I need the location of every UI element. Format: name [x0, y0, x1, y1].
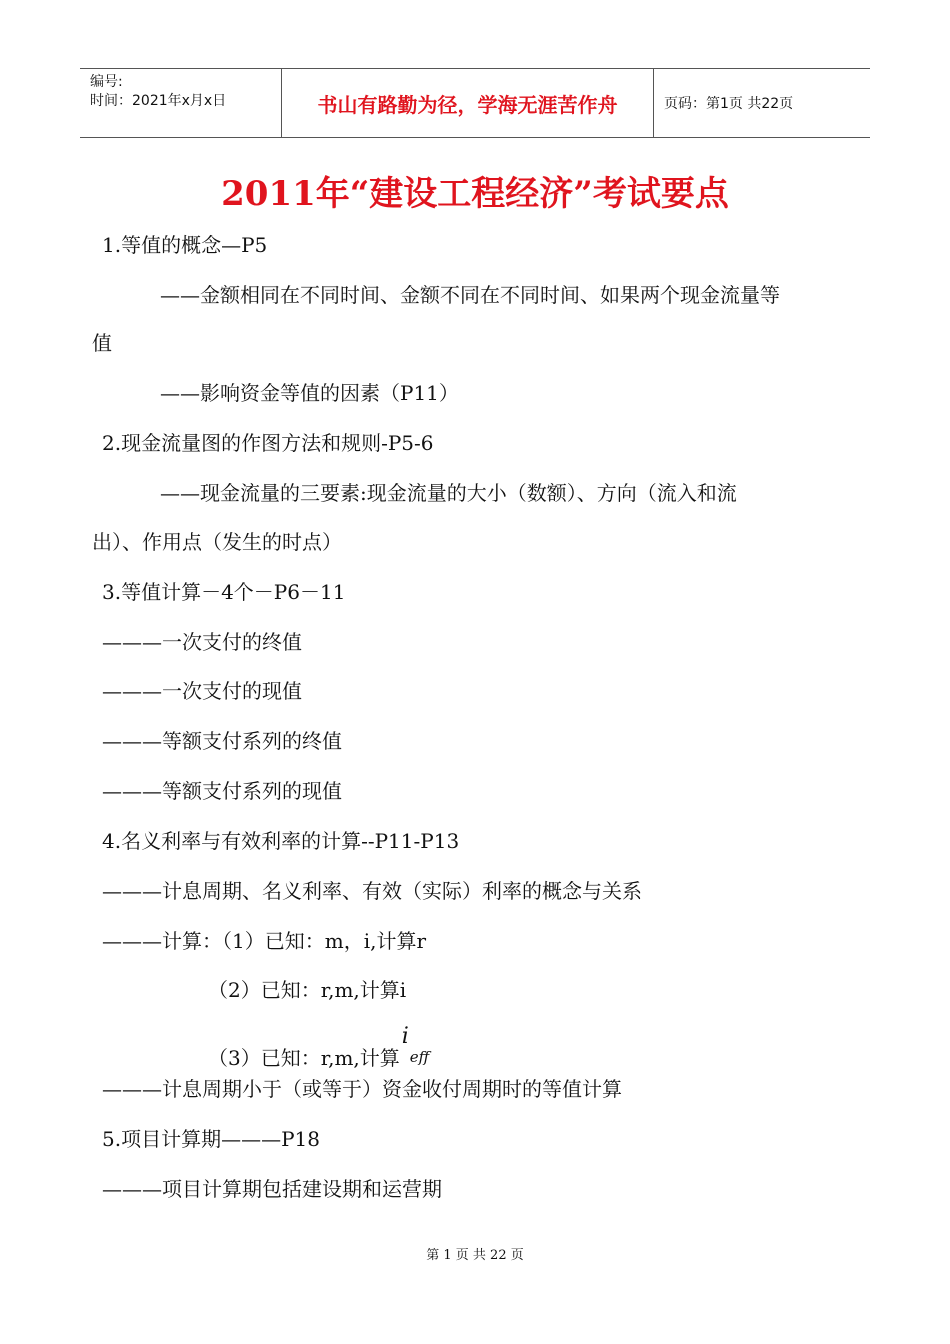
header-meta-cell: [80, 69, 282, 137]
doc-line: ——影响资金等值的因素（P11）: [160, 381, 459, 405]
doc-time-label: 时间：2021年x月x日: [90, 93, 227, 109]
doc-line: 1.等值的概念—P5: [102, 233, 268, 257]
page-footer: 第 1 页 共 22 页: [426, 1248, 524, 1263]
doc-line: ———一次支付的现值: [102, 679, 302, 703]
header-motto: 书山有路勤为径，学海无涯苦作舟: [282, 69, 654, 137]
ieff-symbol: i: [401, 1024, 409, 1049]
header-table: [80, 68, 870, 138]
doc-line: ———计息周期小于（或等于）资金收付周期时的等值计算: [102, 1077, 622, 1101]
doc-line: ——现金流量的三要素:现金流量的大小（数额）、方向（流入和流: [160, 481, 737, 505]
doc-line: ———计算：（1）已知：m，i,计算r: [102, 929, 427, 953]
doc-line: 3.等值计算－4个－P6－11: [102, 580, 346, 604]
doc-number-label: 编号:: [90, 74, 123, 90]
doc-line: ———项目计算期包括建设期和运营期: [102, 1177, 442, 1201]
doc-line: 5.项目计算期———P18: [102, 1127, 320, 1151]
doc-line: ———等额支付系列的终值: [102, 729, 342, 753]
doc-line: ———一次支付的终值: [102, 630, 302, 654]
doc-line: 值: [92, 331, 112, 355]
doc-line: ———计息周期、名义利率、有效（实际）利率的概念与关系: [102, 879, 642, 903]
doc-line-ieff: [208, 1024, 430, 1072]
doc-line: 2.现金流量图的作图方法和规则-P5-6: [102, 431, 434, 455]
doc-line: ——金额相同在不同时间、金额不同在不同时间、如果两个现金流量等: [160, 283, 780, 307]
ieff-subscript: eff: [409, 1048, 430, 1066]
doc-line: （2）已知：r,m,计算i: [208, 978, 407, 1002]
doc-line: ———等额支付系列的现值: [102, 779, 342, 803]
page-title: 2011年“建设工程经济”考试要点: [221, 174, 729, 214]
ieff-formula: [400, 1024, 430, 1066]
header-page-label: 页码：第1页 共22页: [664, 96, 794, 112]
doc-line: 4.名义利率与有效利率的计算--P11-P13: [102, 829, 460, 853]
doc-line: 出）、作用点（发生的时点）: [92, 530, 342, 554]
doc-line-text: （3）已知：r,m,计算: [208, 1046, 400, 1070]
